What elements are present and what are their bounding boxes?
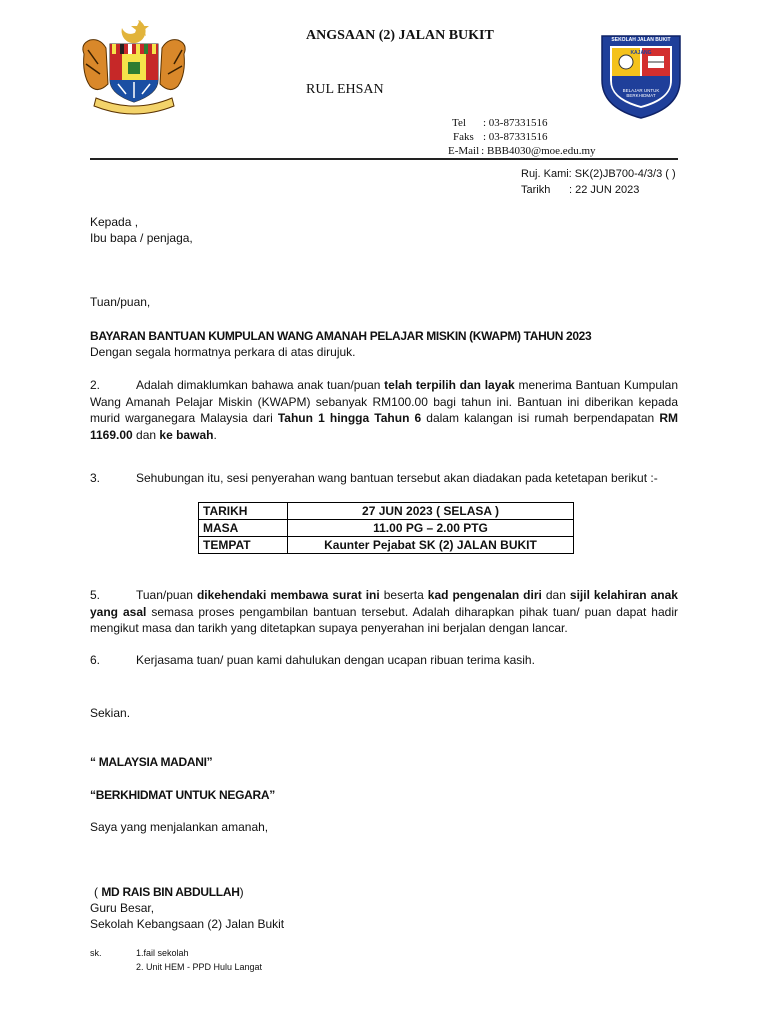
closing-amanah: Saya yang menjalankan amanah, (90, 820, 269, 834)
para5-bold-letter: dikehendaki membawa surat ini (196, 588, 380, 602)
letterhead-divider (90, 158, 678, 160)
badge-mid-text: KAJANG (630, 50, 652, 56)
para6-number: 6. (90, 653, 101, 667)
para5-text-3: dan (541, 588, 570, 602)
para3-text: Sehubungan itu, sesi penyerahan wang bantuan tersebut akan diadakan pada ketetapan berikut :- (136, 471, 658, 485)
schedule-label-date: TARIKH (199, 503, 288, 520)
contact-block (448, 116, 596, 158)
table-row (199, 503, 574, 520)
signatory-school: Sekolah Kebangsaan (2) Jalan Bukit (90, 917, 285, 931)
para5-bold-birthcert: sijil kelahiran anak yang asal (90, 588, 678, 619)
schedule-value-time: 11.00 PG – 2.00 PTG (288, 520, 574, 537)
para2-bold-below: ke bawah (159, 427, 214, 442)
para2-text-5: . (213, 427, 217, 442)
motto-malaysia-madani: “ MALAYSIA MADANI” (90, 755, 213, 769)
para3-number: 3. (90, 471, 101, 485)
schedule-label-time: MASA (199, 520, 288, 537)
reference-number: Ruj. Kami: SK(2)JB700-4/3/3 ( ) (521, 168, 676, 180)
salutation: Tuan/puan, (90, 295, 151, 309)
schedule-value-place: Kaunter Pejabat SK (2) JALAN BUKIT (288, 537, 574, 554)
para5-bold-ic: kad pengenalan diri (427, 588, 542, 602)
cc-item1: 1.fail sekolah (136, 948, 189, 958)
para2-text-4: dan (132, 427, 160, 442)
subject-heading: BAYARAN BANTUAN KUMPULAN WANG AMANAH PELAJAR MISKIN (KWAPM) TAHUN 2023 (90, 329, 592, 343)
table-row (199, 520, 574, 537)
para5-number: 5. (90, 588, 101, 602)
para2-text-2: menerima Bantuan Kumpulan Wang Amanah Pelajar Miskin (KWAPM) sebanyak RM100.00 bagi tahun ini. Bantuan ini diberikan kepada murid warganegara Malaysia dari (90, 378, 679, 425)
para5-text (90, 587, 678, 637)
fax-label: Faks (453, 131, 474, 143)
signatory-open-paren: ( (94, 885, 102, 899)
schedule-value-date: 27 JUN 2023 ( SELASA ) (288, 503, 574, 520)
signatory-name (90, 884, 244, 900)
closing-sekian: Sekian. (90, 706, 131, 720)
school-name-line1: ANGSAAN (2) JALAN BUKIT (306, 28, 494, 43)
schedule-table (198, 502, 574, 554)
recipient-line2: Ibu bapa / penjaga, (90, 231, 193, 245)
badge-bottom-text: BELAJAR UNTUK BERKHIDMAT (622, 88, 660, 98)
signatory-title: Guru Besar, (90, 901, 155, 915)
date-label: Tarikh (521, 184, 551, 196)
coat-of-arms-icon (78, 14, 190, 120)
signatory-name-text: MD RAIS BIN ABDULLAH (101, 885, 240, 899)
school-name-line2: RUL EHSAN (306, 82, 384, 97)
para2-bold-selected: telah terpilih dan layak (384, 378, 515, 392)
tel-label: Tel (452, 117, 466, 129)
para2-text-1: Adalah dimaklumkan bahawa anak tuan/puan (136, 378, 385, 392)
signatory-close-paren: ) (239, 885, 244, 899)
fax-value: : 03-87331516 (483, 131, 548, 143)
para2-text (90, 377, 678, 443)
date-value: : 22 JUN 2023 (569, 184, 640, 196)
recipient-line1: Kepada , (90, 215, 139, 229)
reference-date (521, 182, 639, 198)
para5-text-1: Tuan/puan (136, 588, 197, 602)
para2-text-3: dalam kalangan isi rumah berpendapatan (421, 411, 660, 425)
email-value: : BBB4030@moe.edu.my (481, 145, 596, 157)
para6-text: Kerjasama tuan/ puan kami dahulukan dengan ucapan ribuan terima kasih. (136, 653, 535, 667)
motto-berkhidmat: “BERKHIDMAT UNTUK NEGARA” (90, 788, 275, 802)
para2-bold-years: Tahun 1 hingga Tahun 6 (277, 411, 422, 425)
school-badge-icon (596, 30, 686, 120)
para5-text-4: semasa proses pengambilan bantuan tersebut. Adalah diharapkan pihak tuan/ puan dapat hadir mengikut masa dan tarikh yang ditetapkan supaya penyerahan ini berjalan dengan lancar. (90, 604, 678, 635)
table-row (199, 537, 574, 554)
cc-item2: 2. Unit HEM - PPD Hulu Langat (136, 962, 263, 972)
badge-top-text: SEKOLAH JALAN BUKIT (611, 37, 671, 43)
schedule-label-place: TEMPAT (199, 537, 288, 554)
email-label: E-Mail (448, 145, 480, 157)
cc-label: sk. (90, 948, 102, 958)
para2-bold-income: RM 1169.00 (90, 411, 679, 442)
tel-value: : 03-87331516 (483, 117, 548, 129)
intro-line: Dengan segala hormatnya perkara di atas dirujuk. (90, 345, 356, 359)
para5-text-2: beserta (379, 588, 428, 602)
para2-number: 2. (90, 378, 101, 392)
